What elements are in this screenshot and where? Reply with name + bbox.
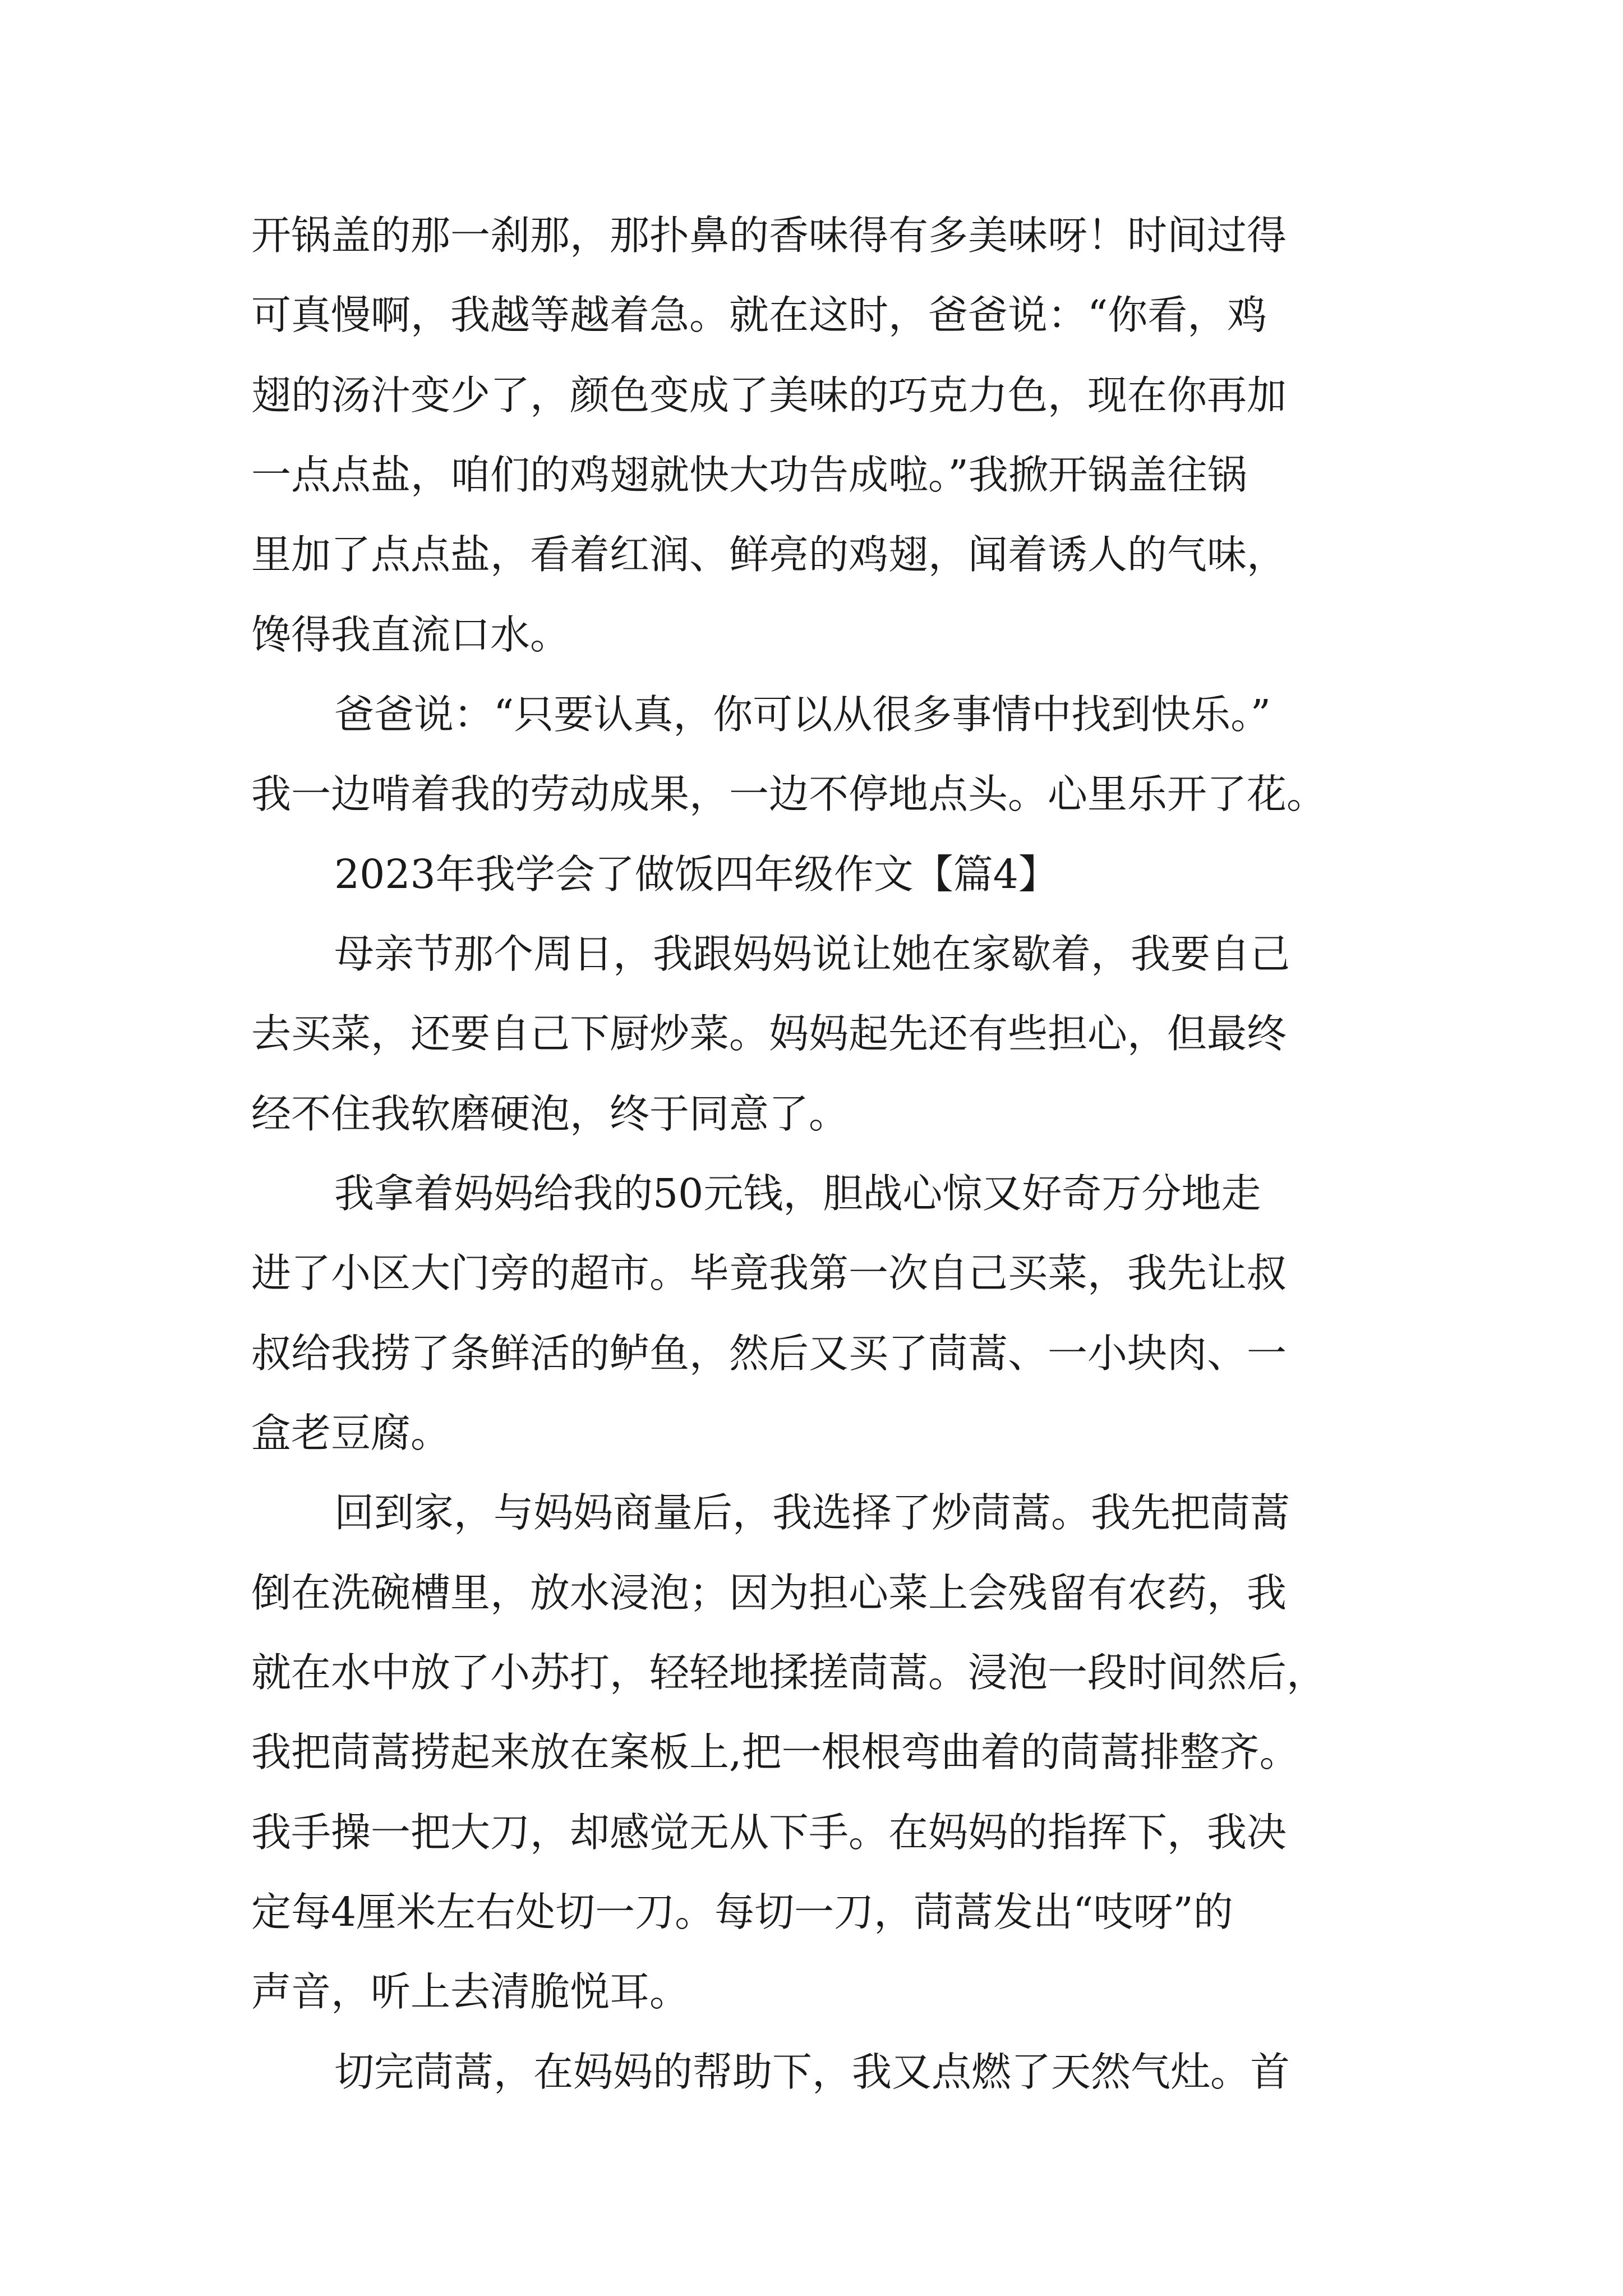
text-line: 我把茼蒿捞起来放在案板上,把一根根弯曲着的茼蒿排整齐。 [251, 1729, 1299, 1775]
text-line: 盒老豆腐。 [251, 1410, 451, 1456]
text-line: 进了小区大门旁的超市。毕竟我第一次自己买菜，我先让叔 [251, 1250, 1287, 1296]
text-line: 我拿着妈妈给我的50元钱，胆战心惊又好奇万分地走 [334, 1170, 1261, 1217]
text-line: 回到家，与妈妈商量后，我选择了炒茼蒿。我先把茼蒿 [334, 1489, 1290, 1536]
text-line: 我手操一把大刀，却感觉无从下手。在妈妈的指挥下，我决 [251, 1809, 1287, 1856]
section-heading: 2023年我学会了做饭四年级作文【篇4】 [334, 851, 1058, 898]
text-line: 开锅盖的那一刹那，那扑鼻的香味得有多美味呀！时间过得 [251, 212, 1287, 259]
text-line: 我一边啃着我的劳动成果，一边不停地点头。心里乐开了花。 [251, 771, 1327, 817]
text-line: 爸爸说：“只要认真，你可以从很多事情中找到快乐。” [334, 691, 1271, 738]
text-line: 去买菜，还要自己下厨炒菜。妈妈起先还有些担心，但最终 [251, 1010, 1287, 1057]
text-line: 经不住我软磨硬泡，终于同意了。 [251, 1091, 849, 1137]
text-line: 母亲节那个周日，我跟妈妈说让她在家歇着，我要自己 [334, 931, 1290, 977]
text-line: 馋得我直流口水。 [251, 611, 570, 658]
text-line: 一点点盐，咱们的鸡翅就快大功告成啦。”我掀开锅盖往锅 [251, 452, 1247, 498]
text-line: 就在水中放了小苏打，轻轻地揉搓茼蒿。浸泡一段时间然后， [251, 1649, 1327, 1696]
text-line: 里加了点点盐，看着红润、鲜亮的鸡翅，闻着诱人的气味， [251, 531, 1287, 578]
text-line: 倒在洗碗槽里，放水浸泡；因为担心菜上会残留有农药，我 [251, 1570, 1287, 1616]
text-line: 叔给我捞了条鲜活的鲈鱼，然后又买了茼蒿、一小块肉、一 [251, 1330, 1287, 1377]
text-line: 翅的汤汁变少了，颜色变成了美味的巧克力色，现在你再加 [251, 372, 1287, 418]
text-line: 可真慢啊，我越等越着急。就在这时，爸爸说：“你看，鸡 [251, 292, 1267, 338]
text-line: 声音，听上去清脆悦耳。 [251, 1968, 690, 2015]
text-line: 切完茼蒿，在妈妈的帮助下，我又点燃了天然气灶。首 [334, 2049, 1290, 2095]
text-line: 定每4厘米左右处切一刀。每切一刀，茼蒿发出“吱呀”的 [251, 1889, 1233, 1935]
